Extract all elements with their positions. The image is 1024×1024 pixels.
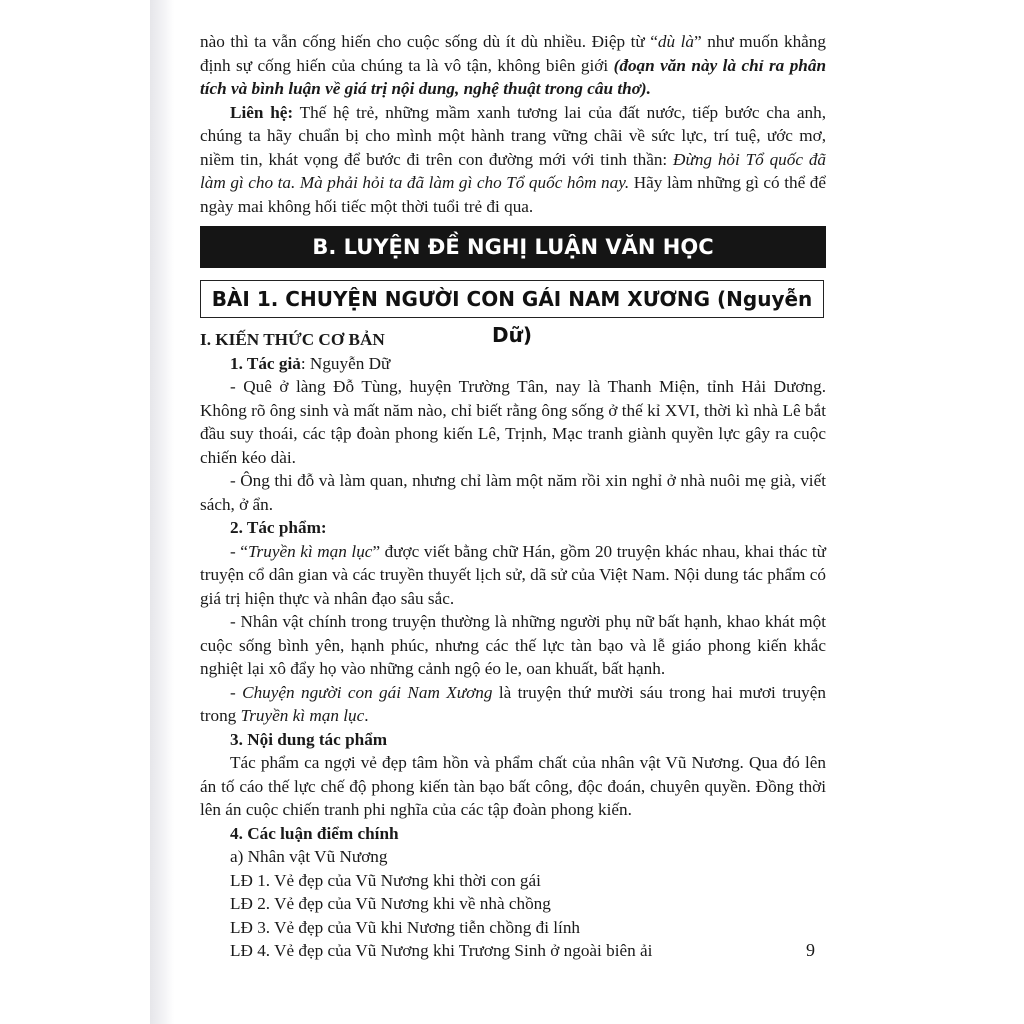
text-span: - <box>230 682 243 702</box>
luan-diem-item: LĐ 3. Vẻ đẹp của Vũ khi Nương tiễn chồng đi lính <box>230 917 581 937</box>
paragraph-tac-pham-2: - Nhân vật chính trong truyện thường là những người phụ nữ bất hạnh, khao khát một cuộc sống bình yên, hạnh phúc, nhưng các thế lực tàn bạo và lễ giáo phong kiến khắc nghiệt lại xô đẩy họ vào những cảnh ngộ éo le, oan khuất, bất hạnh. <box>200 612 826 678</box>
paragraph-tac-gia-1: - Quê ở làng Đỗ Tùng, huyện Trường Tân, nay là Thanh Miện, tỉnh Hải Dương. Không rõ ông sinh và mất năm nào, chỉ biết rằng ông sống ở thế kỉ XVI, thời kì nhà Lê bắt đầu suy thoái, các tập đoàn phong kiến Lê, Trịnh, Mạc tranh giành quyền lực gây ra cuộc chiến kéo dài. <box>200 377 826 467</box>
luan-diem-item: LĐ 2. Vẻ đẹp của Vũ Nương khi về nhà chồng <box>230 894 551 913</box>
paragraph-tac-pham-1 <box>200 540 826 611</box>
text-span: - “ <box>230 541 248 561</box>
heading-luan-diem: 4. Các luận điểm chính <box>230 823 399 843</box>
italic-span: dù là <box>657 32 695 51</box>
lesson-title-box: BÀI 1. CHUYỆN NGƯỜI CON GÁI NAM XƯƠNG (Nguyễn Dữ) <box>200 280 824 318</box>
luan-diem-item: LĐ 1. Vẻ đẹp của Vũ Nương khi thời con gái <box>230 870 541 890</box>
tac-gia-label: 1. Tác giả <box>230 353 301 373</box>
luan-diem-item: LĐ 4. Vẻ đẹp của Vũ Nương khi Trương Sinh ở ngoài biên ải <box>230 941 653 960</box>
italic-span: Chuyện người con gái Nam Xương <box>242 682 493 702</box>
lesson-body <box>200 328 826 963</box>
paragraph-lienhe <box>200 101 826 219</box>
text-span: ” như muốn khẳng định sự cống hiến của chúng ta là vô tận, không biên giới <box>200 32 826 75</box>
luan-diem-subheading: a) Nhân vật Vũ Nương <box>230 847 388 866</box>
italic-span: Truyền kì mạn lục <box>240 706 365 725</box>
tac-gia-value: : Nguyễn Dữ <box>300 353 391 373</box>
text-span: ” được viết bằng chữ Hán, gồm 20 truyện khác nhau, khai thác từ truyện cổ dân gian và các truyền thuyết lịch sử, dã sử của Việt Nam. Nội dung tác phẩm có giá trị hiện thực và nhân đạo sâu sắc. <box>200 541 826 608</box>
text-span: Hãy làm những gì có thể để ngày mai không hối tiếc một thời tuổi trẻ đi qua. <box>200 173 826 216</box>
page-number: 9 <box>806 940 815 960</box>
text-span: . <box>364 706 369 725</box>
paragraph-tac-pham-3 <box>200 681 826 728</box>
italic-span: Truyền kì mạn lục <box>247 541 373 561</box>
text-span: Thế hệ trẻ, những mầm xanh tương lai của đất nước, tiếp bước cha anh, chúng ta hãy chuẩn bị cho mình một hành trang vững chãi về sức lực, trí tuệ, ước mơ, niềm tin, khát vọng để bước đi trên con đường mới với tinh thần: <box>200 102 826 169</box>
italic-span: Đừng hỏi Tổ quốc đã làm gì cho ta. Mà phải hỏi ta đã làm gì cho Tổ quốc hôm nay. <box>200 149 827 192</box>
paragraph-tac-gia-2: - Ông thi đỗ và làm quan, nhưng chỉ làm một năm rồi xin nghỉ ở nhà nuôi mẹ già, viết sách, ở ẩn. <box>200 471 826 514</box>
heading-tac-pham: 2. Tác phẩm: <box>230 518 327 537</box>
text-span: nào thì ta vẫn cống hiến cho cuộc sống dù ít dù nhiều. Điệp từ “ <box>200 32 658 51</box>
text-span: là truyện thứ mười sáu trong hai mươi truyện trong <box>200 682 826 725</box>
bold-italic-span: (đoạn văn này là chỉ ra phân tích và bình luận về giá trị nội dung, nghệ thuật trong câu thơ). <box>200 55 827 98</box>
section-title-bar: B. LUYỆN ĐỀ NGHỊ LUẬN VĂN HỌC <box>200 226 826 268</box>
top-text-block <box>200 30 826 218</box>
lienhe-label: Liên hệ: <box>230 102 294 122</box>
paragraph-continuation <box>200 30 826 101</box>
heading-tac-gia <box>200 352 826 376</box>
page-gutter-shadow <box>150 0 174 1024</box>
heading-kien-thuc: I. KIẾN THỨC CƠ BẢN <box>200 330 385 349</box>
heading-noi-dung: 3. Nội dung tác phẩm <box>230 729 388 749</box>
paragraph-noi-dung: Tác phẩm ca ngợi vẻ đẹp tâm hồn và phẩm chất của nhân vật Vũ Nương. Qua đó lên án tố cáo thế lực chế độ phong kiến tàn bạo bất công, độc đoán, chuyên quyền. Đồng thời lên án cuộc chiến tranh phi nghĩa của các tập đoàn phong kiến. <box>200 753 826 819</box>
